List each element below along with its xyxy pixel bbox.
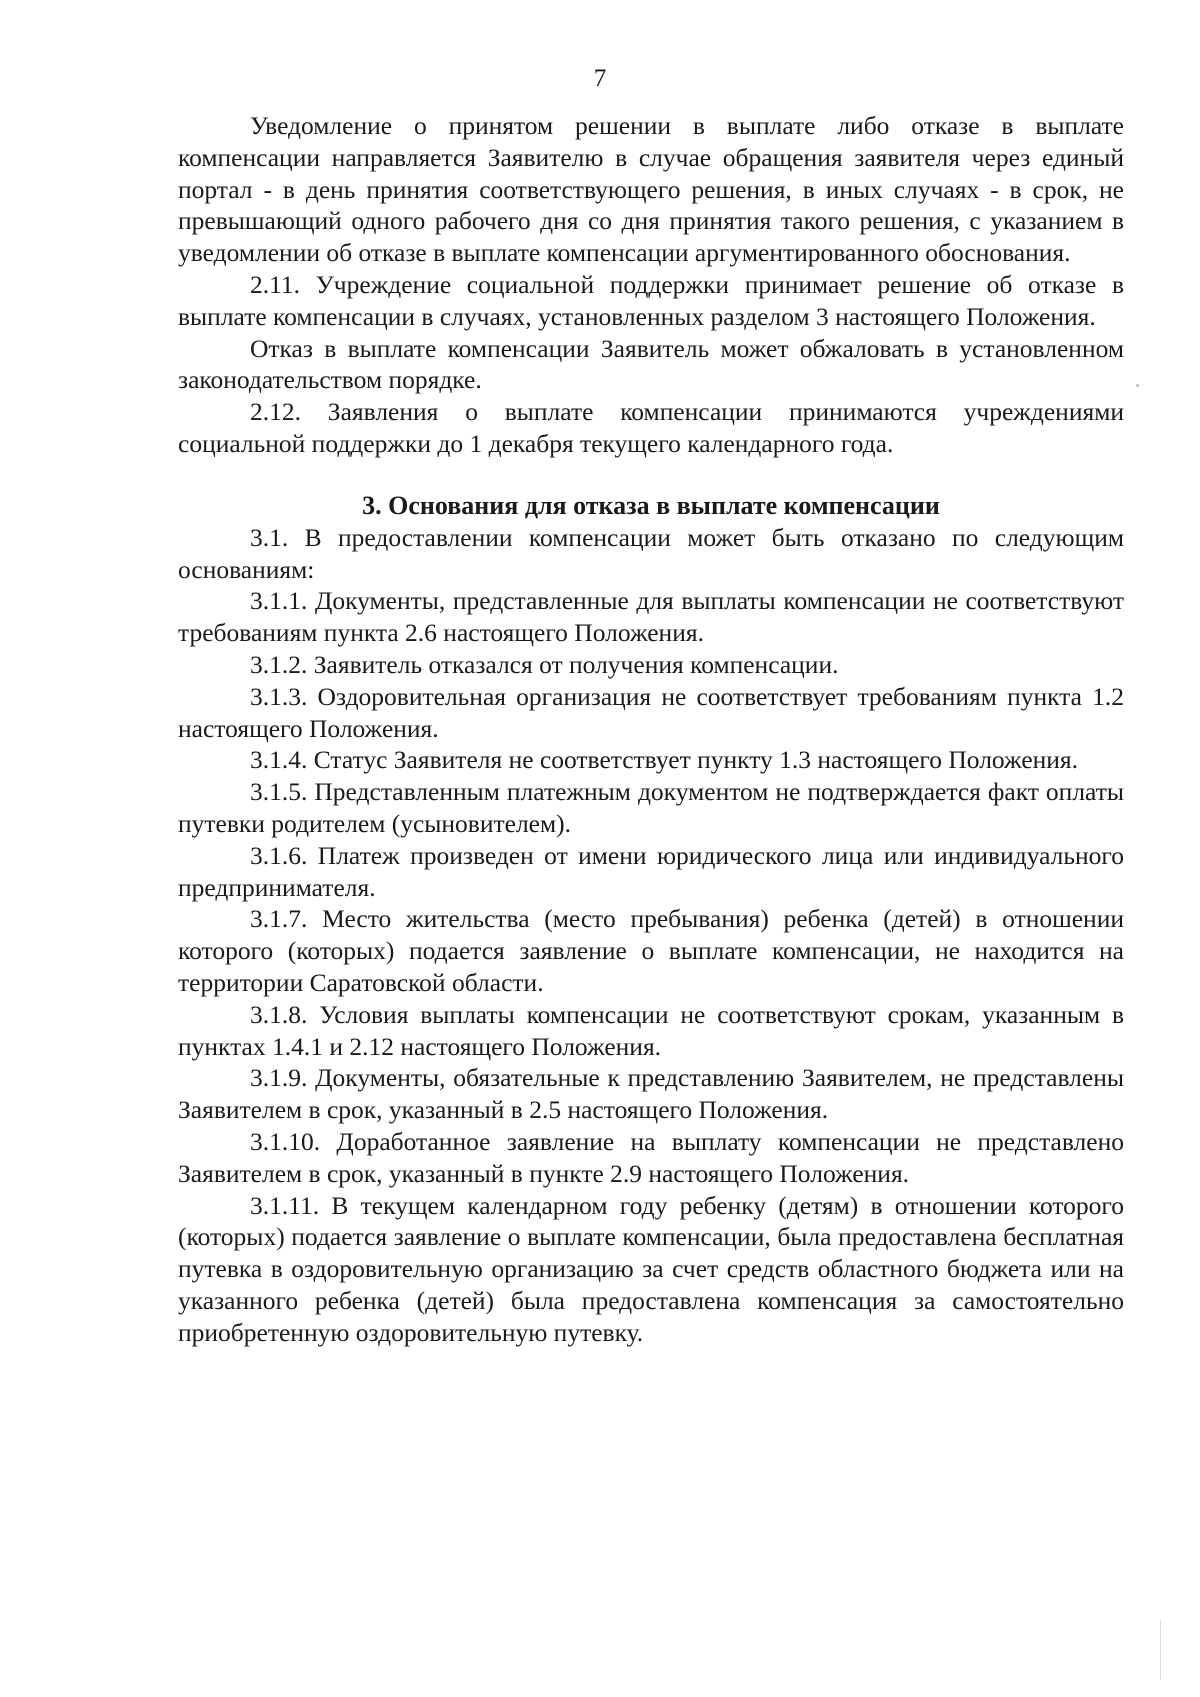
paragraph-notification: Уведомление о принятом решении в выплате либо отказе в выплате компенсации направляется Заявителю в случае обращения заявителя через единый портал - в день принятия соответствующего решения, в иных случаях - в срок, не превышающий одного рабочего дня со дня принятия такого решения, с указанием в уведомлении об отказе в выплате компенсации аргументированного обоснования. bbox=[178, 111, 1124, 268]
scan-speck bbox=[1136, 384, 1139, 387]
paragraph-3-1-3: 3.1.3. Оздоровительная организация не соответствует требованиям пункта 1.2 настоящего Положения. bbox=[178, 681, 1124, 743]
paragraph-3-1-6: 3.1.6. Платеж произведен от имени юридического лица или индивидуального предпринимателя. bbox=[178, 840, 1124, 902]
paragraph-3-1-9: 3.1.9. Документы, обязательные к представлению Заявителем, не представлены Заявителем в срок, указанный в 2.5 настоящего Положения. bbox=[178, 1063, 1124, 1125]
paragraph-3-1: 3.1. В предоставлении компенсации может быть отказано по следующим основаниям: bbox=[178, 522, 1124, 584]
paragraph-3-1-8: 3.1.8. Условия выплаты компенсации не соответствуют срокам, указанным в пунктах 1.4.1 и 2.12 настоящего Положения. bbox=[178, 999, 1124, 1061]
paragraph-2-12: 2.12. Заявления о выплате компенсации принимаются учреждениями социальной поддержки до 1 декабря текущего календарного года. bbox=[178, 397, 1124, 458]
paragraph-3-1-1: 3.1.1. Документы, представленные для выплаты компенсации не соответствуют требованиям пункта 2.6 настоящего Положения. bbox=[178, 586, 1124, 648]
scan-edge-mark bbox=[1160, 1620, 1161, 1680]
page-number: 7 bbox=[593, 65, 607, 92]
paragraph-2-11: 2.11. Учреждение социальной поддержки принимает решение об отказе в выплате компенсации в случаях, установленных разделом 3 настоящего Положения. bbox=[178, 269, 1124, 331]
paragraph-3-1-2: 3.1.2. Заявитель отказался от получения компенсации. bbox=[250, 649, 839, 679]
paragraph-3-1-11: 3.1.11. В текущем календарном году ребенку (детям) в отношении которого (которых) подается заявление о выплате компенсации, была предоставлена бесплатная путевка в оздоровительную организацию за счет средств областного бюджета или на указанного ребенка (детей) была предоставлена компенсация за самостоятельно приобретенную оздоровительную путевку. bbox=[178, 1190, 1124, 1347]
paragraph-appeal: Отказ в выплате компенсации Заявитель может обжаловать в установленном законодательством порядке. bbox=[178, 333, 1124, 395]
section-heading: 3. Основания для отказа в выплате компенсации bbox=[362, 490, 940, 520]
paragraph-3-1-5: 3.1.5. Представленным платежным документом не подтверждается факт оплаты путевки родителем (усыновителем). bbox=[178, 777, 1124, 838]
paragraph-3-1-4: 3.1.4. Статус Заявителя не соответствует пункту 1.3 настоящего Положения. bbox=[250, 745, 1079, 775]
paragraph-3-1-7: 3.1.7. Место жительства (место пребывания) ребенка (детей) в отношении которого (которых) подается заявление о выплате компенсации, не находится на территории Саратовской области. bbox=[178, 904, 1124, 997]
document-body bbox=[178, 110, 1124, 1348]
paragraph-3-1-10: 3.1.10. Доработанное заявление на выплату компенсации не представлено Заявителем в срок, указанный в пункте 2.9 настоящего Положения. bbox=[178, 1126, 1124, 1188]
